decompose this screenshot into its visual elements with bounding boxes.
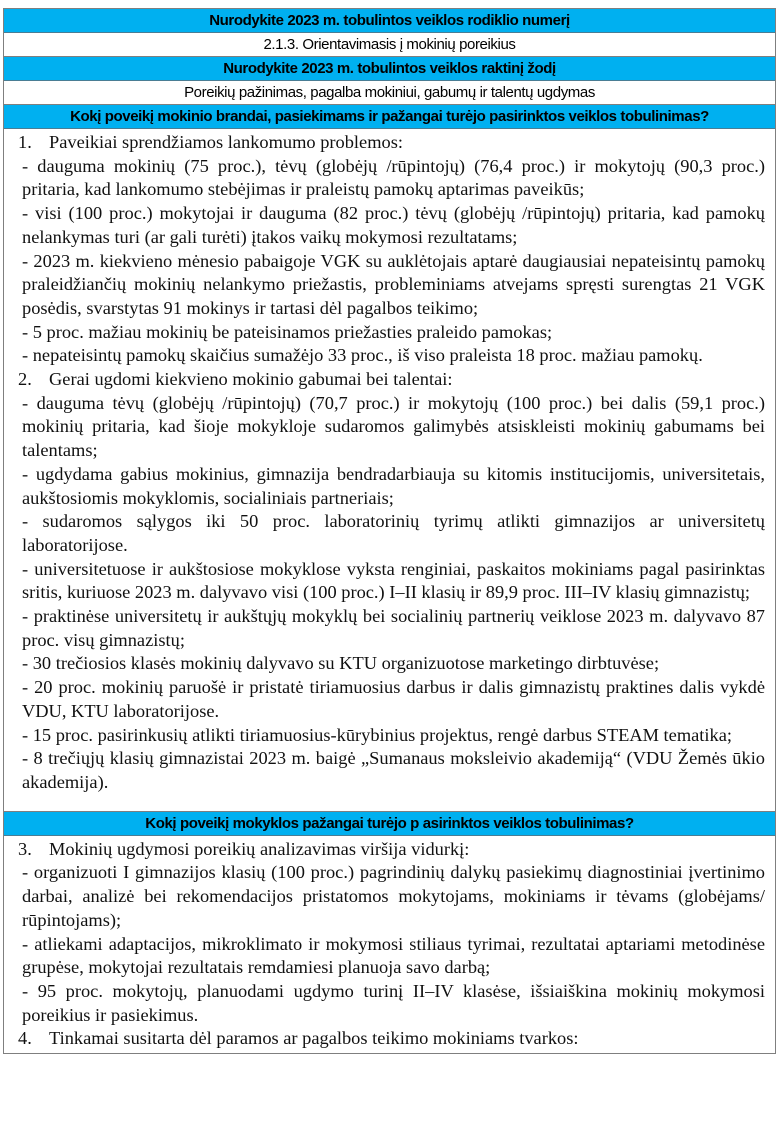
- list-item-title: Paveikiai sprendžiamos lankomumo problemos:: [49, 132, 403, 152]
- report-table: [3, 8, 776, 1054]
- list-item-heading: [18, 838, 765, 862]
- list-item-heading: [18, 368, 765, 392]
- school-impact-header: Kokį poveikį mokyklos pažangai turėjo p asirinktos veiklos tobulinimas?: [4, 812, 775, 836]
- bullet-point: - dauguma mokinių (75 proc.), tėvų (globėjų /rūpintojų) (76,4 proc.) ir mokytojų (90,3 proc.) pritaria, kad lankomumo stebėjimas ir praleistų pamokų aptarimas paveikūs;: [22, 155, 765, 200]
- list-item-number: 4.: [18, 1028, 32, 1049]
- list-item-heading: [18, 131, 765, 155]
- list-item: [18, 838, 765, 1028]
- bullet-point: - ugdydama gabius mokinius, gimnazija bendradarbiauja su kitomis institucijomis, universitetais, aukštosiomis mokyklomis, socialiniais partneriais;: [22, 463, 765, 508]
- list-item-number: 3.: [18, 838, 32, 859]
- bullet-point: - nepateisintų pamokų skaičius sumažėjo 33 proc., iš viso praleista 18 proc. mažiau pamokų.: [22, 345, 703, 366]
- list-item: [18, 131, 765, 368]
- bullet-point: - 2023 m. kiekvieno mėnesio pabaigoje VGK su auklėtojais aptarė daugiausiai nepateisintų pamokų praleidžiančių mokinių nelankymo priežastis, probleminiams atvejams spręsti surengtas 21 VGK posėdis, svarstytas 91 mokinys ir tartasi dėl pagalbos teikimo;: [22, 250, 765, 318]
- bullet-point: - universitetuose ir aukštosiose mokyklose vyksta renginiai, paskaitos mokiniams pagal pasirinktas sritis, kuriuose 2023 m. dalyvavo visi (100 proc.) I–II klasių ir 89,9 proc. III–IV klasių gimnazistų;: [22, 558, 765, 603]
- bullet-point: - 30 trečiosios klasės mokinių dalyvavo su KTU organizuotose marketingo dirbtuvėse;: [22, 653, 660, 674]
- list-item: [18, 1027, 765, 1051]
- bullet-point: - 15 proc. pasirinkusių atlikti tiriamuosius-kūrybinius projektus, rengė darbus STEAM tematika;: [22, 724, 732, 745]
- list-item-title: Tinkamai susitarta dėl paramos ar pagalbos teikimo mokiniams tvarkos:: [49, 1028, 579, 1049]
- list-item: [18, 368, 765, 795]
- bullet-point: - 20 proc. mokinių paruošė ir pristatė tiriamuosius darbus ir dalis gimnazistų praktines dalis vykdė VDU, KTU laboratorijose.: [22, 677, 765, 721]
- student-impact-body: [4, 129, 775, 812]
- bullet-point: - sudaromos sąlygos iki 50 proc. laboratorinių tyrimų atlikti gimnazijos ar universitetų laboratorijose.: [22, 511, 765, 555]
- bullet-point: - 8 trečiųjų klasių gimnazistai 2023 m. baigė „Sumanaus moksleivio akademiją“ (VDU Žemės ūkio akademija).: [22, 748, 765, 792]
- keyword-value: Poreikių pažinimas, pagalba mokiniui, gabumų ir talentų ugdymas: [4, 81, 775, 105]
- student-impact-header: Kokį poveikį mokinio brandai, pasiekimams ir pažangai turėjo pasirinktos veiklos tobulinimas?: [4, 105, 775, 129]
- bullet-point: - 95 proc. mokytojų, planuodami ugdymo turinį II–IV klasėse, išsiaiškina mokinių mokymosi poreikius ir pasiekimus.: [22, 980, 765, 1025]
- bullet-point: - organizuoti I gimnazijos klasių (100 proc.) pagrindinių dalykų pasiekimų diagnostiniai įvertinimo darbai, analizė bei rekomendacijos pristatomos mokytojams, mokiniams ir tėvams (globėjams/ rūpintojams);: [22, 862, 765, 930]
- school-impact-body: [4, 836, 775, 1053]
- list-item-title: Mokinių ugdymosi poreikių analizavimas viršija vidurkį:: [49, 838, 470, 859]
- spacer: [22, 795, 765, 809]
- list-item-title: Gerai ugdomi kiekvieno mokinio gabumai bei talentai:: [49, 369, 453, 390]
- bullet-point: - 5 proc. mažiau mokinių be pateisinamos priežasties praleido pamokas;: [22, 321, 553, 342]
- keyword-header: Nurodykite 2023 m. tobulintos veiklos raktinį žodį: [4, 57, 775, 81]
- bullet-point: - atliekami adaptacijos, mikroklimato ir mokymosi stiliaus tyrimai, rezultatai aptariami metodinėse grupėse, mokytojai rezultatais remdamiesi planuoja savo darbą;: [22, 933, 765, 978]
- bullet-point: - praktinėse universitetų ir aukštųjų mokyklų bei socialinių partnerių veiklose 2023 m. dalyvavo 87 proc. visų gimnazistų;: [22, 606, 765, 650]
- bullet-point: - dauguma tėvų (globėjų /rūpintojų) (70,7 proc.) ir mokytojų (100 proc.) bei dalis (59,1 proc.) mokinių pritaria, kad šioje mokykloje sudaromos galimybės atsiskleisti mokinių gabumams bei talentams;: [22, 392, 765, 461]
- bullet-point: - visi (100 proc.) mokytojai ir dauguma (82 proc.) tėvų (globėjų /rūpintojų) pritaria, kad pamokų nelankymas turi (ar gali turėti) įtakos vaikų mokymosi rezultatams;: [22, 203, 765, 247]
- list-item-heading: [18, 1027, 765, 1051]
- indicator-number-header: Nurodykite 2023 m. tobulintos veiklos rodiklio numerį: [4, 9, 775, 33]
- list-item-number: 1.: [18, 132, 32, 152]
- indicator-number-value: 2.1.3. Orientavimasis į mokinių poreikius: [4, 33, 775, 57]
- list-item-number: 2.: [18, 369, 32, 390]
